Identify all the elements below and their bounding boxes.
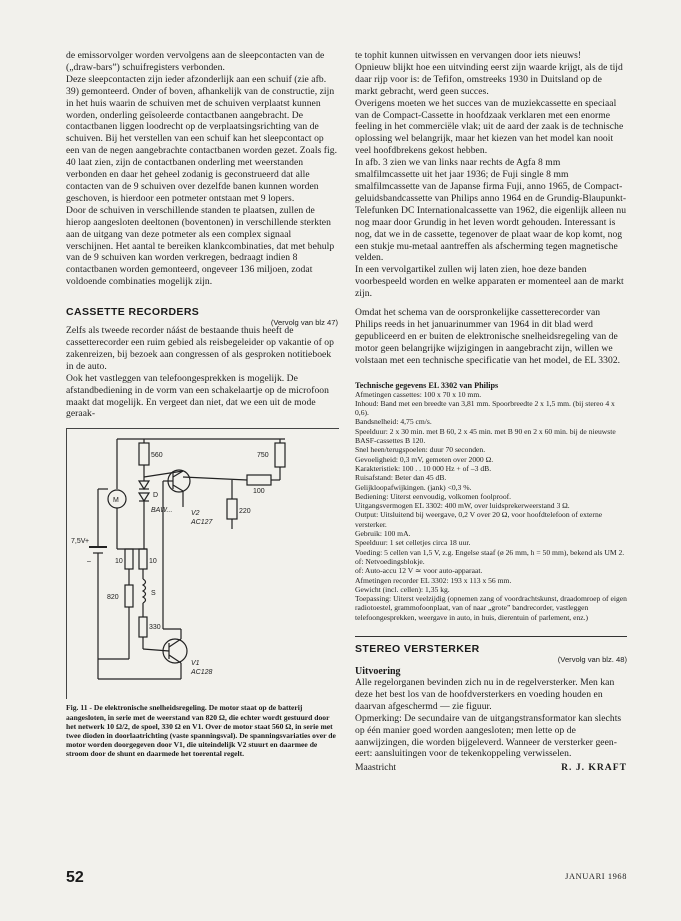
paragraph: Opmerking: De secundaire van de uitgangstransformator kan slechts op één manier goed worden aangesloten; men lette op de aanwijzingen, die worden bijgeleverd. Wanneer de versterker geen-eert: aansluitingen voor de tekenkoppeling verwisselen. (355, 712, 622, 760)
resistor-750 (275, 443, 285, 467)
spec-line: Gebruik: 100 mA. (355, 529, 411, 539)
r100-label: 100 (253, 488, 265, 496)
spec-line: of: Netvoedingsblokje. (355, 556, 425, 566)
spec-line: Gelijkloopafwijkingen. (jank) <0,3 %. (355, 482, 472, 492)
resistor-10 (125, 549, 133, 569)
r220-label: 220 (239, 508, 251, 516)
v1-label: V1 (191, 660, 200, 668)
right-column (355, 50, 627, 773)
spec-line: Output: Uitsluitend bij weergave, 0,2 V over 20 Ω, voor hoofdtelefoon of externe versterker. (355, 510, 603, 529)
signature (355, 762, 627, 773)
paragraph: Overigens moeten we het succes van de muziekcassette en speciaal van de Compact-Cassette in hoofdzaak verklaren met een enorme feeling in het commerciële vlak; uit de aard der zaak is de technische oplossing wel belangrijk, maar het kiezen van het model kan nooit veel hoofdbrekens gekost hebben. (355, 97, 624, 157)
paragraph: In een vervolgartikel zullen wij laten zien, hoe deze banden voorbespeeld worden en welke apparaten er momenteel aan de markt zijn. (355, 264, 624, 300)
subheading: Uitvoering (355, 665, 401, 677)
figure-caption: Fig. 11 - De elektronische snelheidsregeling. De motor staat op de batterij aangesloten, in serie met de weerstand van 820 Ω, die echter wordt gestuurd door het netwerk 10 Ω/2, de spoel, 330 Ω en V1. Over de motor staat 560 Ω, in serie met twee dioden in doorlaatrichting (vaste spanningsval). De spanningsvariaties over de motor worden doorgegeven door V1, die uiteindelijk V2 stuurt en daarmee de stroom door de shunt en daarmede het toerental regelt. (66, 703, 336, 759)
page-number: 52 (66, 869, 84, 886)
diode-type-label: BAW... (151, 507, 173, 515)
spec-line: of: Auto-accu 12 V ≃ voor auto-apparaat. (355, 566, 483, 576)
paragraph: de emissorvolger worden vervolgens aan de sleepcontacten van de („draw-bars”) schuifregisters verbonden. (66, 50, 325, 73)
r10-label: 10 (115, 558, 123, 566)
spec-line: Gewicht (incl. cellen): 1,35 kg. (355, 584, 450, 594)
spec-line: Bandsnelheid: 4,75 cm/s. (355, 417, 432, 427)
r820-label: 820 (107, 594, 119, 602)
diode-symbol (139, 481, 149, 489)
continued-note: (Vervolg van blz 47) (270, 318, 338, 328)
spec-line: Inhoud: Band met een breedte van 3,81 mm. Spoorbreedte 2 x 1,5 mm. (bij stereo 4 x 0,6). (355, 398, 615, 418)
r330-label: 330 (149, 624, 161, 632)
spec-line: Bediening: Uiterst eenvoudig, volkomen foolproof. (355, 491, 512, 501)
paragraph: te tophit kunnen uitwissen en vervangen door iets nieuws! (355, 50, 582, 61)
resistor-820 (125, 585, 133, 607)
cassette-section-header (66, 306, 338, 328)
ac128-label: AC128 (191, 669, 213, 677)
stereo-section (355, 636, 627, 773)
ac127-label: AC127 (191, 519, 213, 527)
v2-label: V2 (191, 510, 200, 518)
section-title: CASSETTE RECORDERS (66, 306, 200, 319)
paragraph: Opnieuw blijkt hoe een uitvinding eerst zijn waarde krijgt, als de tijd daar rijp voor is: de Tefifon, omstreeks 1930 in Duitsland op de markt gebracht, werd geen succes. (355, 61, 623, 97)
spec-title: Technische gegevens EL 3302 van Philips (355, 380, 499, 390)
battery-minus: – (87, 558, 91, 566)
issue-date: JANUARI 1968 (565, 872, 627, 881)
spec-line: Gevoeligheid: 0,3 mV, gemeten over 2000 Ω. (355, 454, 494, 464)
spec-line: Afmetingen recorder EL 3302: 193 x 113 x 56 mm. (355, 575, 512, 585)
diode-symbol (139, 493, 149, 501)
resistor-220 (227, 499, 237, 519)
battery-label: 7,5V (71, 538, 86, 546)
coil-symbol (143, 579, 146, 603)
resistor-330 (139, 617, 147, 637)
battery-plus: + (85, 538, 90, 546)
spec-line: Toepassing: Uiterst veelzijdig (opnemen zang of voordrachtskunst, draadomroep of eigen radiotoestel, grammofoonplaat, van of naar „grote” bandrecorder, vastleggen telefoongesprekken, weergave in auto, in huis, dierentuin of parlement, enz.) (355, 594, 627, 622)
spec-line: Snel heen/terugspoelen: duur 70 seconden. (355, 445, 486, 455)
paragraph: Ook het vastleggen van telefoongesprekken is mogelijk. De afstandbediening in de vorm van een schakelaartje op de microfoon maakt dat mogelijk. En vergeet dan niet, dat we een uit de mode geraak- (66, 372, 329, 420)
spec-line: Uitgangsvermogen EL 3302: 400 mW, over luidsprekerweerstand 3 Ω. (355, 501, 570, 511)
spec-line: Speelduur: 1 set celletjes circa 18 uur. (355, 538, 471, 548)
paragraph: Omdat het schema van de oorspronkelijke cassetterecorder van Philips reeds in het januarinummer van 1964 in dit blad werd gepubliceerd en er buiten de elektronische snelheidsregeling van de motor geen belangrijke wijzigingen in aangebracht zijn, willen we volstaan met een technische specificatie van het model, de EL 3302. (355, 307, 621, 366)
continued-note: (Vervolg van blz. 48) (557, 654, 627, 664)
resistor-10 (139, 549, 147, 569)
spec-line: Ruisafstand: Beter dan 45 dB. (355, 473, 447, 483)
spec-line: Karakteristiek: 100 . . 10 000 Hz + of –3 dB. (355, 463, 492, 473)
r750-label: 750 (257, 452, 269, 460)
motor-label: M (113, 497, 119, 505)
paragraph: In afb. 3 zien we van links naar rechts de Agfa 8 mm smalfilmcassette uit het jaar 1936; de Fuji single 8 mm smalfilmcassette van de Japanse firma Fuji, anno 1965, de Compact-geluidsbandcassette van Philips anno 1964 en de Grundig-Blaupunkt-Telefunken DC Internationalcassette van 1962, die eigenlijk alleen nu nog maar door Grundig in het leven wordt gehouden. Interessant is nog, dat we in de cassette, tegenover de plaat waar de kop komt, nog een stukje mu-metaal aantreffen als afscherming tegen magnetische velden. (355, 157, 627, 264)
resistor-100 (247, 475, 271, 485)
r10-label: 10 (149, 558, 157, 566)
circuit-diagram (67, 429, 339, 699)
coil-label: S (151, 590, 156, 598)
paragraph: Door de schuiven in verschillende standen te plaatsen, zullen de hierop aangesloten deeltonen (boventonen) in verschillende sterkten aan de uitgang van deze potmeter als een complex signaal verschijnen. Het aantal te bereiken klankcombinaties, dat met behulp van de 9 schuiven kan worden verkregen, bedraagt indien 8 contactbanen worden gemonteerd, ongeveer 136 miljoen, zodat voldoende combinaties mogelijk zijn. (66, 204, 335, 288)
section-title: STEREO VERSTERKER (355, 642, 480, 655)
location: Maastricht (355, 762, 397, 774)
diode-label: D (153, 492, 159, 500)
paragraph: Deze sleepcontacten zijn ieder afzonderlijk aan een schuif (zie afb. 39) gemonteerd. Onder of boven, afhankelijk van de constructie, zijn in het huis waarin de schuiven met de schuiven verplaatst kunnen worden, onderling geïsoleerde contactbanen aangebracht. De contactbanen liggen loodrecht op de verplaatsingsrichting van de schuiven. Bij het verstellen van een schuif kan het sleepcontact op een van de negen aangebrachte contactbanen worden gezet. Zoals fig. 40 laat zien, zijn de contactbanen onderling met weerstanden verbonden en daar het geheel zodanig is geconstrueerd dat alle contacten van de 9 schuiven over dezelfde banen kunnen worden geschoven, is hierdoor een potmeter ontstaan met 9 lopers. (66, 73, 338, 204)
paragraph: Zelfs als tweede recorder náást de bestaande thuis heeft de cassetterecorder een ruim gebied als reisbegeleider op vakantie of op zakenreizen, bij bezoek aan congressen of als gesproken notitieboek in de auto. (66, 325, 334, 372)
spec-line: Voeding: 5 cellen van 1,5 V, z.g. Engelse staaf (ø 26 mm, h = 50 mm), bekend als UM 2. (355, 547, 625, 557)
author: R. J. KRAFT (561, 762, 627, 774)
r560-label: 560 (151, 452, 163, 460)
circuit-figure (66, 428, 339, 699)
spec-line: Speelduur: 2 x 30 min. met B 60, 2 x 45 min. met B 90 en 2 x 60 min. bij de nieuwste BASF-cassettes B 120. (355, 426, 616, 446)
spec-list (355, 390, 627, 622)
spec-line: Afmetingen cassettes: 100 x 70 x 10 mm. (355, 389, 482, 399)
left-column (66, 50, 338, 759)
paragraph: Alle regelorganen bevinden zich nu in de regelversterker. Men kan deze het best los van de hoofdversterkers en voeding houden en daarvan afgeschermd — zie figuur. (355, 676, 615, 712)
resistor-560 (139, 443, 149, 465)
